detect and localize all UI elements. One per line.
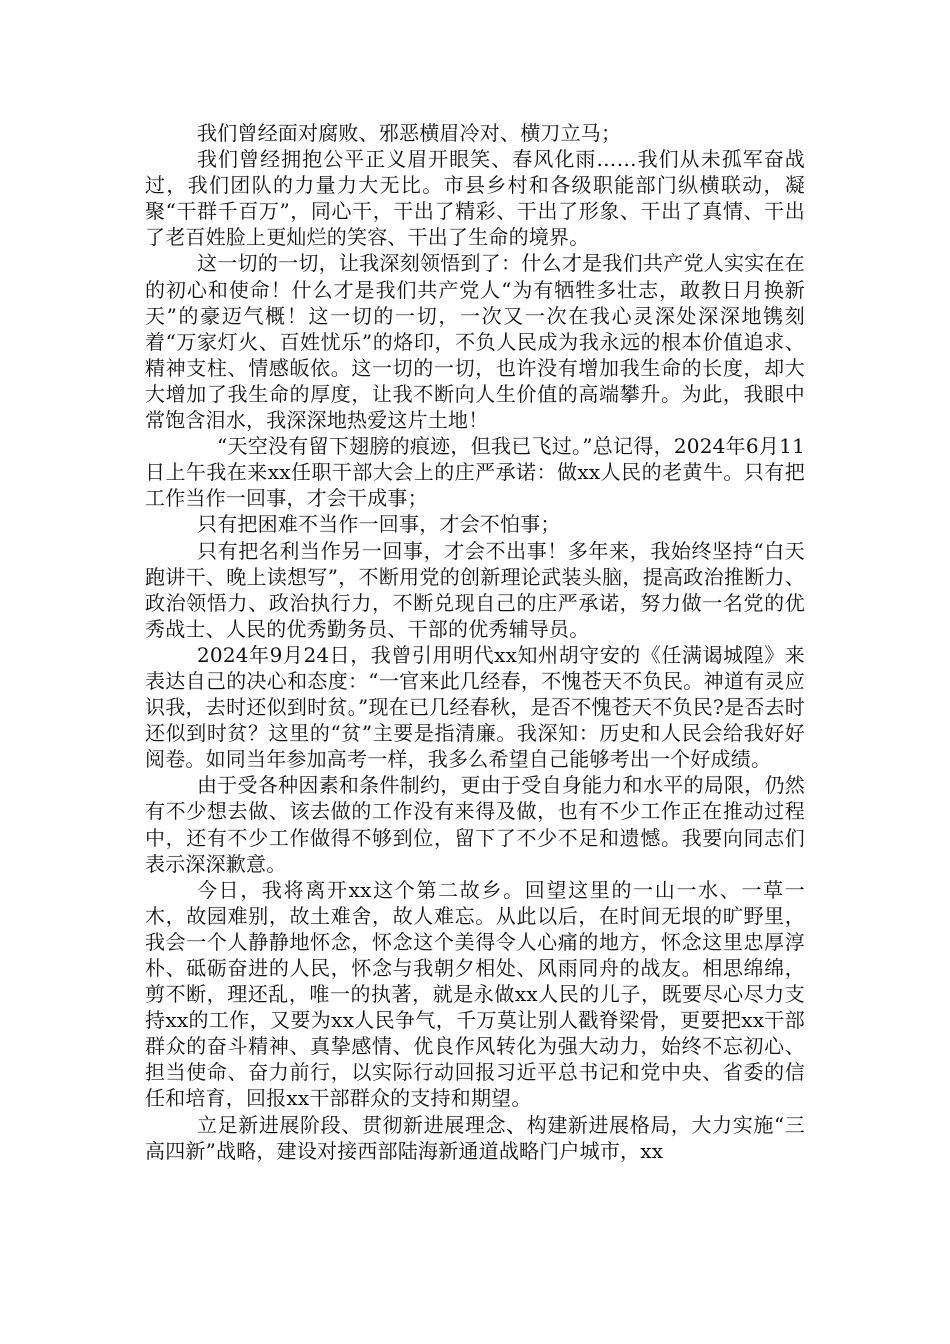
paragraph-6: 只有把名利当作另一回事，才会不出事！多年来，我始终坚持“白天跑讲干、晚上读想写”，不断用党的创新理论武装头脑，提高政治推断力、政治领悟力、政治执行力，不断兑现自己的庄严承诺，努力做一名党的优秀战士、人民的优秀勤务员、干部的优秀辅导员。	[145, 538, 805, 641]
document-body	[145, 120, 805, 1164]
paragraph-9: 今日，我将离开xx这个第二故乡。回望这里的一山一水、一草一木，故园难别，故土难舍，故人难忘。从此以后，在时间无垠的旷野里，我会一个人静静地怀念，怀念这个美得令人心痛的地方，怀念这里忠厚淳朴、砥砺奋进的人民，怀念与我朝夕相处、风雨同舟的战友。相思绵绵，剪不断，理还乱，唯一的执著，就是永做xx人民的儿子，既要尽心尽力支持xx的工作，又要为xx人民争气，千万莫让别人戳脊梁骨，更要把xx干部群众的奋斗精神、真挚感情、优良作风转化为强大动力，始终不忘初心、担当使命、奋力前行，以实际行动回报习近平总书记和党中央、省委的信任和培育，回报xx干部群众的支持和期望。	[145, 877, 805, 1111]
paragraph-8: 由于受各种因素和条件制约，更由于受自身能力和水平的局限，仍然有不少想去做、该去做的工作没有来得及做，也有不少工作正在推动过程中，还有不少工作做得不够到位，留下了不少不足和遗憾。我要向同志们表示深深歉意。	[145, 773, 805, 876]
paragraph-7: 2024年9月24日，我曾引用明代xx知州胡守安的《任满谒城隍》来表达自己的决心和态度：“一官来此几经春，不愧苍天不负民。神道有灵应识我，去时还似到时贫。”现在已几经春秋，是否不愧苍天不负民?是否去时还似到时贫？这里的“贫”主要是指清廉。我深知：历史和人民会给我好好阅卷。如同当年参加高考一样，我多么希望自己能够考出一个好成绩。	[145, 642, 805, 772]
paragraph-5: 只有把困难不当作一回事，才会不怕事；	[197, 512, 561, 537]
paragraph-2: 我们曾经拥抱公平正义眉开眼笑、春风化雨……我们从未孤军奋战过，我们团队的力量力大无比。市县乡村和各级职能部门纵横联动，凝聚“干群千百万”，同心干，干出了精彩、干出了形象、干出了真情、干出了老百姓脸上更灿烂的笑容、干出了生命的境界。	[145, 147, 805, 250]
paragraph-10: 立足新进展阶段、贯彻新进展理念、构建新进展格局，大力实施“三高四新”战略，建设对接西部陆海新通道战略门户城市，xx	[145, 1112, 805, 1163]
paragraph-4: “天空没有留下翅膀的痕迹，但我已飞过。”总记得，2024年6月11日上午我在来xx任职干部大会上的庄严承诺：做xx人民的老黄牛。只有把工作当作一回事，才会干成事；	[145, 434, 805, 511]
paragraph-3: 这一切的一切，让我深刻领悟到了：什么才是我们共产党人实实在在的初心和使命！什么才是我们共产党人“为有牺牲多壮志，敢教日月换新天”的豪迈气概！这一切的一切，一次又一次在我心灵深处深深地镌刻着“万家灯火、百姓忧乐”的烙印，不负人民成为我永远的根本价值追求、精神支柱、情感皈依。这一切的一切，也许没有增加我生命的长度，却大大增加了我生命的厚度，让我不断向人生价值的高端攀升。为此，我眼中常饱含泪水，我深深地热爱这片土地！	[145, 251, 805, 433]
paragraph-1: 我们曾经面对腐败、邪恶横眉冷对、横刀立马；	[197, 121, 622, 145]
